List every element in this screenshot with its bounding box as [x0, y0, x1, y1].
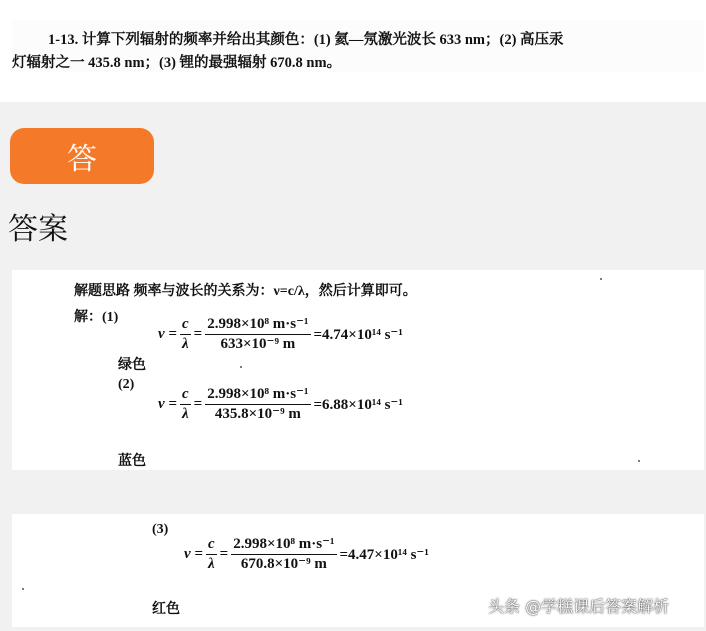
color-2: 蓝色 — [118, 454, 146, 469]
equation-1: ν = $\frac{c}{\lambda}$ = $\frac{\text{2.998×10⁸ m·s⁻¹}}{\text{633×10⁻⁹ m}}$ =4.74×10¹⁴ s⁻¹ — [158, 316, 403, 352]
eq1-denominator: 633×10⁻⁹ m — [220, 336, 296, 352]
eq1-result: =4.74×10¹⁴ s⁻¹ — [313, 327, 403, 343]
eq2-result: =6.88×10¹⁴ s⁻¹ — [313, 397, 403, 413]
eq1-fraction — [205, 316, 310, 353]
eq3-fraction — [231, 536, 336, 573]
eq3-c-over-lambda: $\frac{c}{\lambda}$ — [207, 536, 215, 572]
eq2-numerator: 2.998×10⁸ m·s⁻¹ — [205, 386, 310, 405]
eq3-result: =4.47×10¹⁴ s⁻¹ — [339, 547, 429, 563]
scan-speck — [240, 366, 242, 368]
scan-speck — [22, 588, 24, 590]
eq1-numerator: 2.998×10⁸ m·s⁻¹ — [205, 316, 310, 335]
eq3-denominator: 670.8×10⁻⁹ m — [240, 556, 327, 572]
eq2-denominator: 435.8×10⁻⁹ m — [214, 406, 301, 422]
section-title: 答案 — [8, 212, 68, 247]
part2-label: (2) — [118, 377, 135, 392]
answer-scan-1 — [12, 270, 704, 470]
eq2-c-over-lambda: $\frac{c}{\lambda}$ — [181, 386, 189, 422]
eq1-c-over-lambda: $\frac{c}{\lambda}$ — [181, 316, 189, 352]
eq3-numerator: 2.998×10⁸ m·s⁻¹ — [231, 536, 336, 555]
color-1: 绿色 — [118, 358, 146, 373]
eq2-fraction — [205, 386, 310, 423]
eq2-lhs: ν = — [158, 396, 177, 412]
solution-idea: 解题思路 频率与波长的关系为：ν=c/λ，然后计算即可。 — [74, 284, 417, 299]
question-card — [0, 0, 706, 102]
watermark-text: 头条 @学糕课后答案解析 — [488, 597, 670, 616]
eq1-lhs: ν = — [158, 326, 177, 342]
question-line-1: 1-13. 计算下列辐射的频率并给出其颜色：(1) 氦—氖激光波长 633 nm；(2) 高压汞 — [48, 32, 564, 48]
part1-label: 解：(1) — [74, 310, 119, 325]
question-scan — [12, 20, 704, 72]
equation-2: ν = $\frac{c}{\lambda}$ = $\frac{\text{2.998×10⁸ m·s⁻¹}}{\text{435.8×10⁻⁹ m}}$ =6.88×10¹⁴ s⁻¹ — [158, 386, 403, 422]
color-3: 红色 — [152, 602, 180, 617]
eq3-lhs: ν = — [184, 546, 203, 562]
scan-speck — [600, 278, 602, 280]
part3-label: (3) — [152, 522, 169, 537]
question-line-2: 灯辐射之一 435.8 nm；(3) 锂的最强辐射 670.8 nm。 — [12, 55, 342, 71]
scan-speck — [638, 460, 640, 462]
equation-3: ν = $\frac{c}{\lambda}$ = $\frac{\text{2.998×10⁸ m·s⁻¹}}{\text{670.8×10⁻⁹ m}}$ =4.47×10¹⁴ s⁻¹ — [184, 536, 429, 572]
answer-tag-button[interactable]: 答 — [10, 128, 154, 184]
